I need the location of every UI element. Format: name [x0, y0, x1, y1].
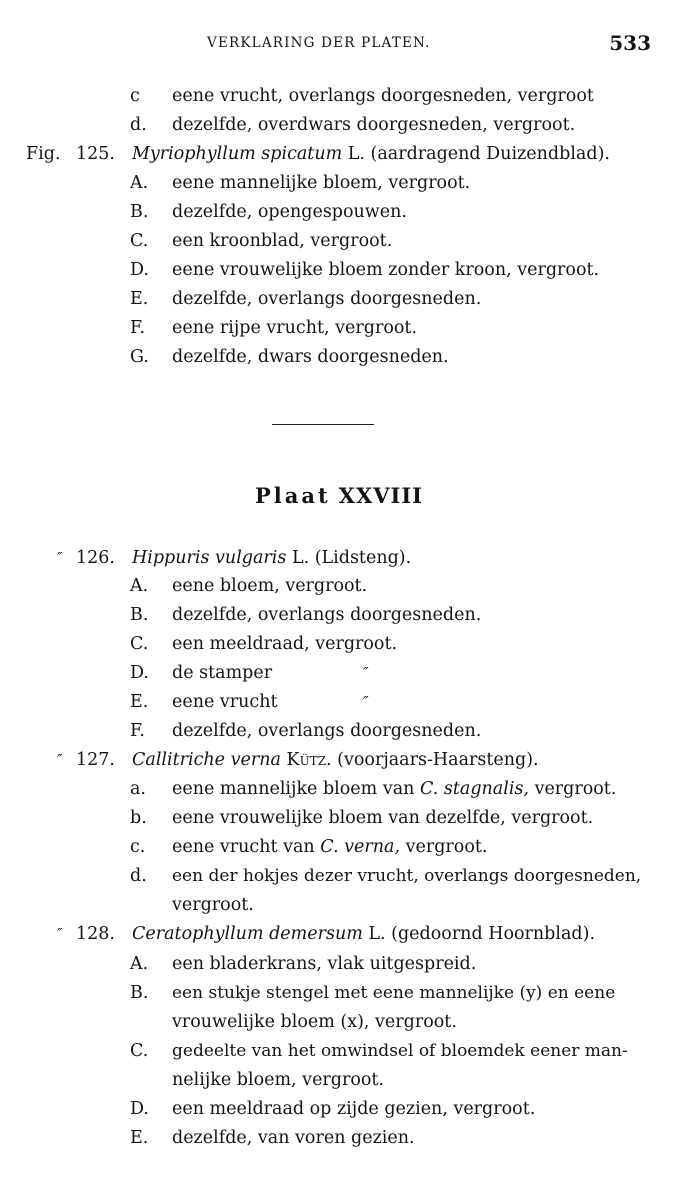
- running-head: VERKLARING DER PLATEN.: [207, 35, 431, 51]
- entry-letter: D.: [130, 1099, 149, 1119]
- entry-line: [0, 258, 678, 282]
- entry-text: eene vrucht: [172, 692, 278, 712]
- figure-caption: [132, 922, 595, 946]
- entry-text: nelijke bloem, vergroot.: [172, 1070, 385, 1090]
- entry-letter: B.: [130, 983, 149, 1003]
- entry-line: [0, 719, 678, 743]
- entry-line: [0, 603, 678, 627]
- entry-text: een meeldraad op zijde gezien, vergroot.: [172, 1099, 536, 1119]
- species-name: Callitriche verna: [132, 750, 281, 770]
- caption-rest: L. (gedoornd Hoornblad).: [368, 924, 596, 944]
- entry-line: [0, 574, 678, 598]
- entry-line: [0, 316, 678, 340]
- entry-letter: c.: [130, 837, 146, 857]
- figure-number: 128.: [76, 924, 115, 944]
- figure-caption: [132, 546, 411, 570]
- entry-text: vergroot.: [172, 895, 254, 915]
- ditto-mark: ″: [57, 925, 63, 943]
- entry-line: [0, 113, 678, 137]
- entry-line: [0, 84, 678, 108]
- ditto-mark: ″: [57, 751, 63, 769]
- entry-letter: E.: [130, 1128, 149, 1148]
- entry-line: [0, 345, 678, 369]
- species-name: Ceratophyllum demersum: [132, 924, 363, 944]
- entry-line: [0, 1039, 678, 1063]
- ditto-mark: ″: [363, 693, 369, 711]
- entry-line: [0, 229, 678, 253]
- entry-text: vrouwelijke bloem (x), vergroot.: [172, 1012, 457, 1032]
- entry-text: eene vrouwelijke bloem van dezelfde, vergroot.: [172, 808, 594, 828]
- entry-text: dezelfde, overlangs doorgesneden.: [172, 605, 482, 625]
- entry-line: [0, 200, 678, 224]
- entry-text: eene rijpe vrucht, vergroot.: [172, 318, 418, 338]
- entry-letter: C.: [130, 1041, 149, 1061]
- entry-letter: B.: [130, 605, 149, 625]
- figure-number: 126.: [76, 548, 115, 568]
- figure-caption: [132, 142, 610, 166]
- entry-text: een stukje stengel met eene mannelijke (y) en eene: [172, 983, 616, 1003]
- entry-line: [0, 864, 678, 888]
- entry-line: [0, 632, 678, 656]
- caption-rest: L. (aardragend Duizendblad).: [347, 144, 610, 164]
- entry-text: een bladerkrans, vlak uitgespreid.: [172, 954, 477, 974]
- entry-text: dezelfde, overdwars doorgesneden, vergroot.: [172, 115, 576, 135]
- entry-text: een der hokjes dezer vrucht, overlangs doorgesneden,: [172, 866, 642, 886]
- entry-text: dezelfde, overlangs doorgesneden.: [172, 289, 482, 309]
- entry-line: [0, 806, 678, 830]
- entry-line: [0, 981, 678, 1005]
- entry-letter: E.: [130, 289, 149, 309]
- species-name: C. verna,: [320, 837, 401, 857]
- entry-text: dezelfde, opengespouwen.: [172, 202, 407, 222]
- entry-letter: d.: [130, 115, 147, 135]
- entry-line: [0, 171, 678, 195]
- entry-line: [0, 1097, 678, 1121]
- entry-letter: b.: [130, 808, 147, 828]
- entry-letter: B.: [130, 202, 149, 222]
- entry-text: de stamper: [172, 663, 273, 683]
- figure-heading-128: [0, 922, 678, 946]
- entry-line: [0, 952, 678, 976]
- entry-letter: G.: [130, 347, 149, 367]
- entry-letter: A.: [130, 173, 149, 193]
- species-name: C. stagnalis,: [420, 779, 529, 799]
- entry-text: eene vrucht, overlangs doorgesneden, vergroot: [172, 86, 594, 106]
- plate-word: Plaat: [254, 483, 331, 508]
- entry-text: dezelfde, van voren gezien.: [172, 1128, 415, 1148]
- ditto-mark: ″: [363, 664, 369, 682]
- entry-line: [0, 1126, 678, 1150]
- entry-line: [0, 661, 678, 685]
- entry-letter: E.: [130, 692, 149, 712]
- figure-heading-125: [0, 142, 678, 166]
- figure-caption: [132, 748, 539, 772]
- plate-title: [0, 483, 678, 508]
- entry-letter: c: [130, 86, 140, 106]
- entry-letter: F.: [130, 721, 145, 741]
- entry-letter: C.: [130, 634, 149, 654]
- page-header: [0, 31, 678, 57]
- entry-line: [0, 690, 678, 714]
- entry-letter: C.: [130, 231, 149, 251]
- entry-letter: d.: [130, 866, 147, 886]
- figure-number: 125.: [76, 144, 115, 164]
- entry-text: dezelfde, overlangs doorgesneden.: [172, 721, 482, 741]
- entry-line-continuation: [0, 1010, 678, 1034]
- author-name: Kütz.: [286, 750, 332, 770]
- figure-number: 127.: [76, 750, 115, 770]
- entry-letter: A.: [130, 954, 149, 974]
- entry-text: eene mannelijke bloem van C. stagnalis, vergroot.: [172, 779, 617, 799]
- entry-text: eene vrucht van C. verna, vergroot.: [172, 837, 488, 857]
- entry-text: dezelfde, dwars doorgesneden.: [172, 347, 449, 367]
- figure-heading-127: [0, 748, 678, 772]
- entry-text: een kroonblad, vergroot.: [172, 231, 393, 251]
- figure-prefix: Fig.: [26, 144, 61, 164]
- entry-letter: a.: [130, 779, 146, 799]
- entry-line: [0, 287, 678, 311]
- entry-text: eene mannelijke bloem, vergroot.: [172, 173, 471, 193]
- caption-rest: L. (Lidsteng).: [291, 548, 412, 568]
- entry-line-continuation: [0, 893, 678, 917]
- entry-line: [0, 777, 678, 801]
- species-name: Myriophyllum spicatum: [132, 144, 343, 164]
- entry-line-continuation: [0, 1068, 678, 1092]
- entry-text: eene vrouwelijke bloem zonder kroon, vergroot.: [172, 260, 600, 280]
- entry-text: eene bloem, vergroot.: [172, 576, 368, 596]
- entry-text: een meeldraad, vergroot.: [172, 634, 398, 654]
- page-number: 533: [609, 31, 651, 55]
- entry-letter: D.: [130, 260, 149, 280]
- entry-letter: A.: [130, 576, 149, 596]
- caption-rest: (voorjaars-Haarsteng).: [337, 750, 539, 770]
- entry-line: [0, 835, 678, 859]
- section-divider: [272, 424, 374, 425]
- figure-heading-126: [0, 546, 678, 570]
- entry-letter: D.: [130, 663, 149, 683]
- entry-letter: F.: [130, 318, 145, 338]
- ditto-mark: ″: [57, 549, 63, 567]
- species-name: Hippuris vulgaris: [132, 548, 287, 568]
- plate-roman: XXVIII: [338, 483, 424, 508]
- entry-text: gedeelte van het omwindsel of bloemdek eener man-: [172, 1041, 628, 1061]
